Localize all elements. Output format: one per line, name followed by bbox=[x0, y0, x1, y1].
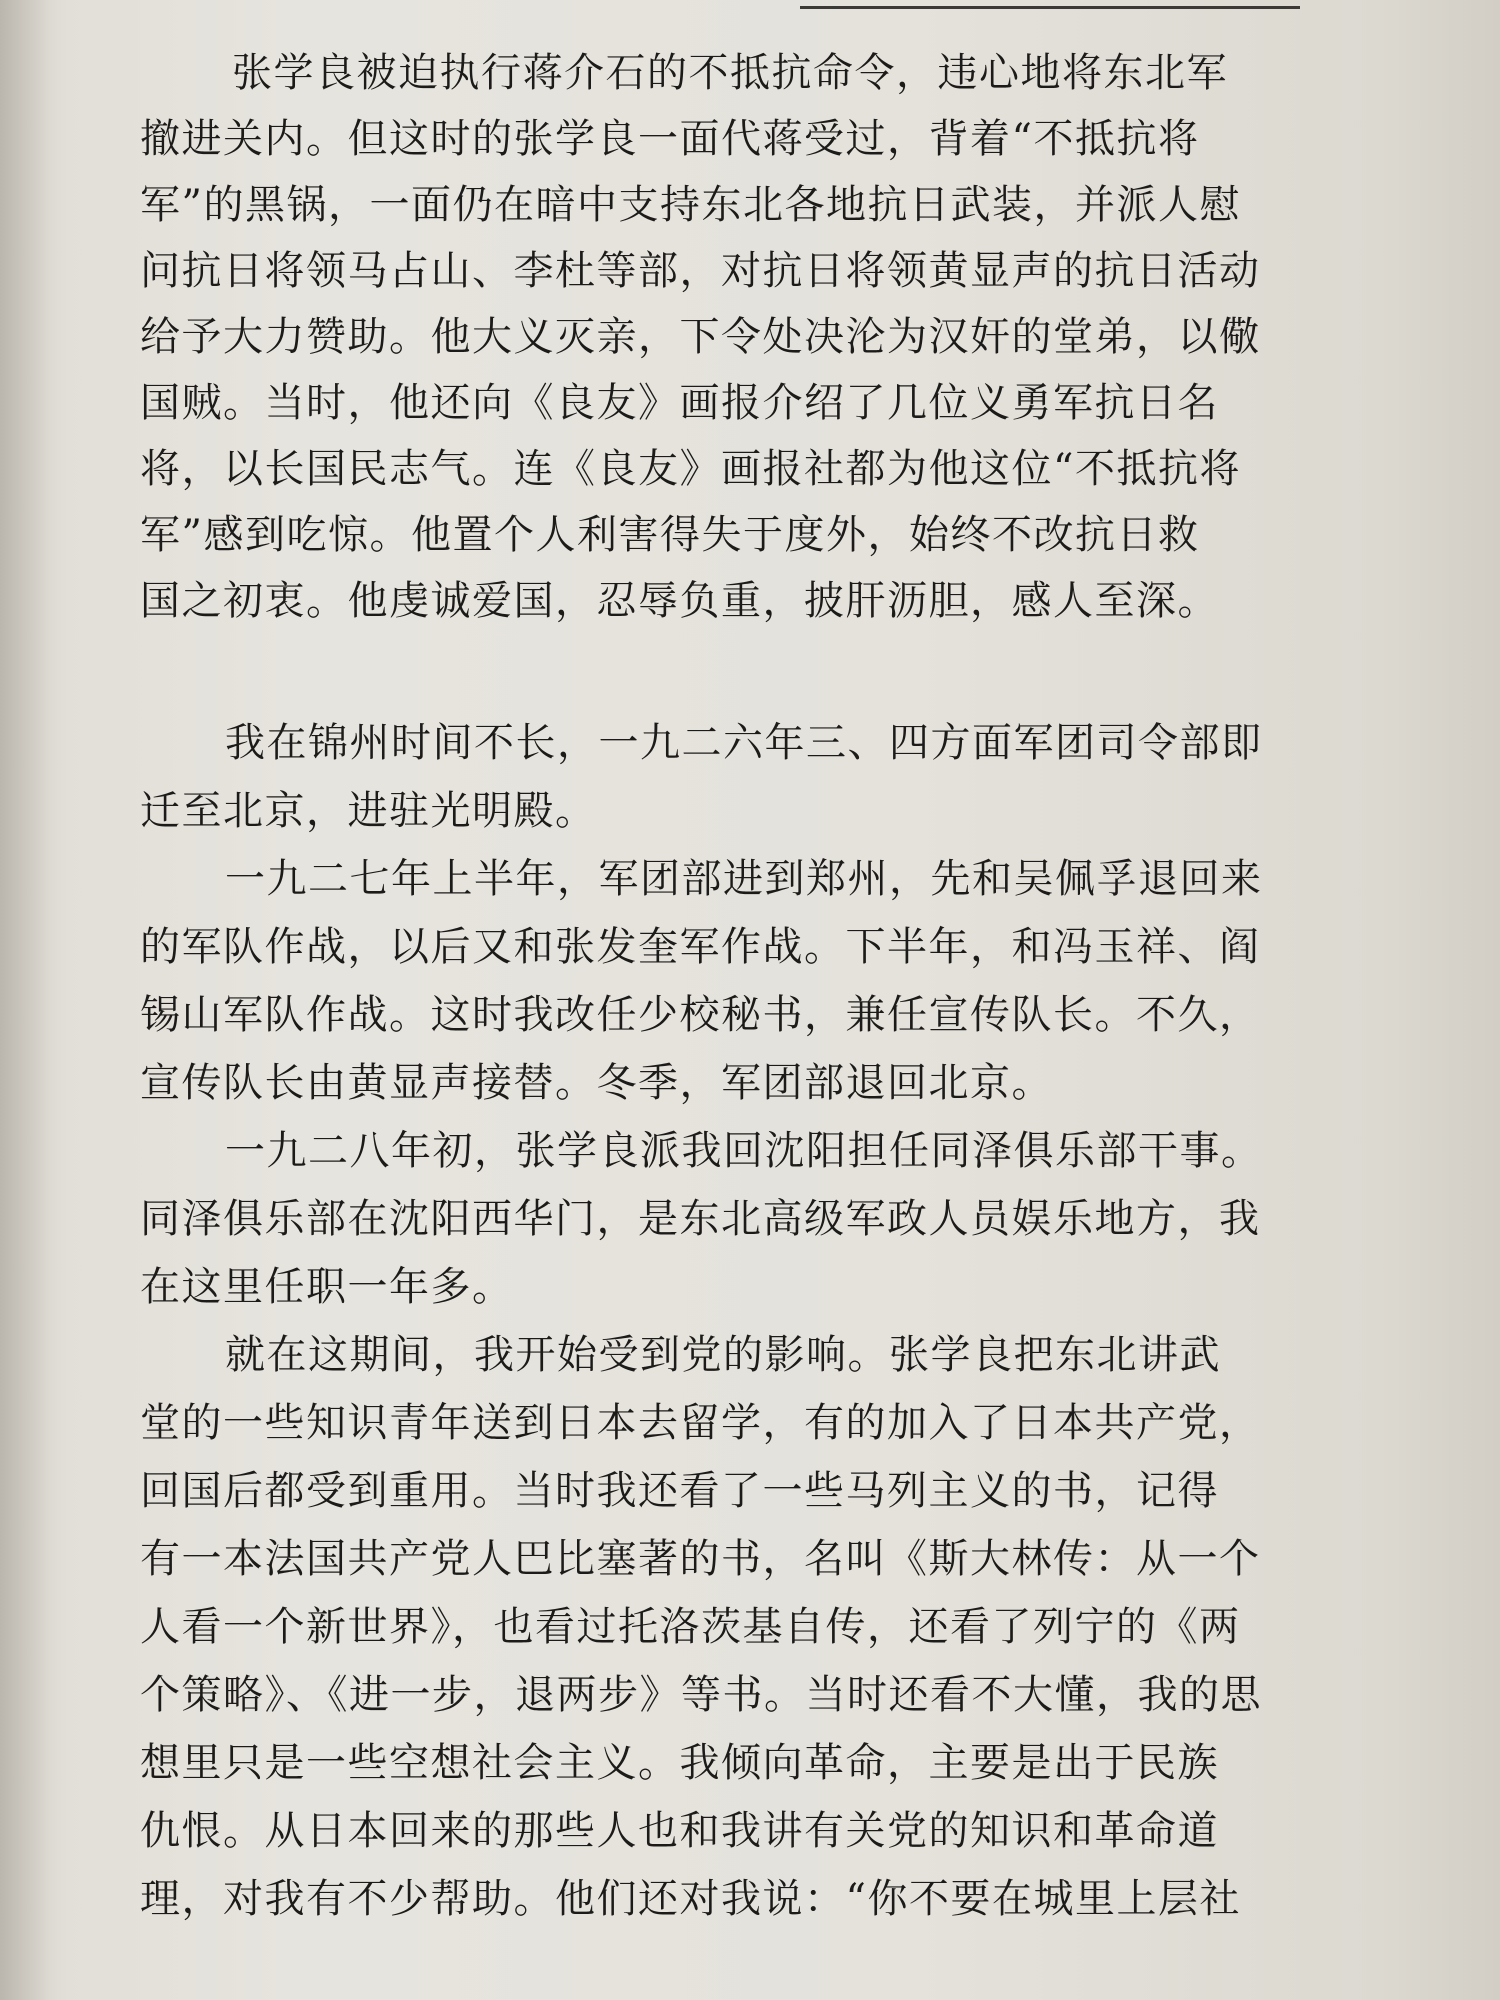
text-line: 给予大力赞助。他大义灭亲，下令处决沦为汉奸的堂弟，以儆 bbox=[140, 314, 1261, 360]
text-line: 就在这期间，我开始受到党的影响。张学良把东北讲武 bbox=[225, 1332, 1221, 1378]
text-line: 在这里任职一年多。 bbox=[140, 1264, 514, 1310]
text-line: 人看一个新世界》，也看过托洛茨基自传，还看了列宁的《两 bbox=[140, 1604, 1241, 1650]
text-line: 军”感到吃惊。他置个人利害得失于度外，始终不改抗日救 bbox=[140, 512, 1200, 558]
text-line: 国之初衷。他虔诚爱国，忍辱负重，披肝沥胆，感人至深。 bbox=[140, 578, 1219, 624]
text-line: 一九二七年上半年，军团部进到郑州，先和吴佩孚退回来 bbox=[225, 856, 1263, 902]
running-header-rule bbox=[800, 0, 1300, 9]
text-line: 问抗日将领马占山、李杜等部，对抗日将领黄显声的抗日活动 bbox=[140, 248, 1261, 294]
text-line: 想里只是一些空想社会主义。我倾向革命，主要是出于民族 bbox=[140, 1740, 1219, 1786]
text-line: 张学良被迫执行蒋介石的不抵抗命令，违心地将东北军 bbox=[232, 50, 1228, 96]
text-line: 堂的一些知识青年送到日本去留学，有的加入了日本共产党， bbox=[140, 1400, 1261, 1446]
text-line: 迁至北京，进驻光明殿。 bbox=[140, 788, 597, 834]
page-gutter-shadow bbox=[0, 0, 70, 2000]
text-line: 理，对我有不少帮助。他们还对我说：“你不要在城里上层社 bbox=[140, 1876, 1241, 1922]
text-line: 个策略》、《进一步，退两步》等书。当时还看不大懂，我的思 bbox=[140, 1672, 1262, 1718]
text-line: 我在锦州时间不长，一九二六年三、四方面军团司令部即 bbox=[225, 720, 1263, 766]
text-line: 的军队作战，以后又和张发奎军作战。下半年，和冯玉祥、阎 bbox=[140, 924, 1261, 970]
text-line: 同泽俱乐部在沈阳西华门，是东北高级军政人员娱乐地方，我 bbox=[140, 1196, 1261, 1242]
text-line: 回国后都受到重用。当时我还看了一些马列主义的书，记得 bbox=[140, 1468, 1219, 1514]
text-line: 一九二八年初，张学良派我回沈阳担任同泽俱乐部干事。 bbox=[225, 1128, 1263, 1174]
text-line: 将，以长国民志气。连《良友》画报社都为他这位“不抵抗将 bbox=[140, 446, 1241, 492]
text-line: 国贼。当时，他还向《良友》画报介绍了几位义勇军抗日名 bbox=[140, 380, 1219, 426]
text-line: 军”的黑锅，一面仍在暗中支持东北各地抗日武装，并派人慰 bbox=[140, 182, 1241, 228]
text-line: 宣传队长由黄显声接替。冬季，军团部退回北京。 bbox=[140, 1060, 1053, 1106]
text-line: 撤进关内。但这时的张学良一面代蒋受过，背着“不抵抗将 bbox=[140, 116, 1200, 162]
text-line: 有一本法国共产党人巴比塞著的书，名叫《斯大林传：从一个 bbox=[140, 1536, 1261, 1582]
text-line: 仇恨。从日本回来的那些人也和我讲有关党的知识和革命道 bbox=[140, 1808, 1219, 1854]
text-line: 锡山军队作战。这时我改任少校秘书，兼任宣传队长。不久， bbox=[140, 992, 1261, 1038]
